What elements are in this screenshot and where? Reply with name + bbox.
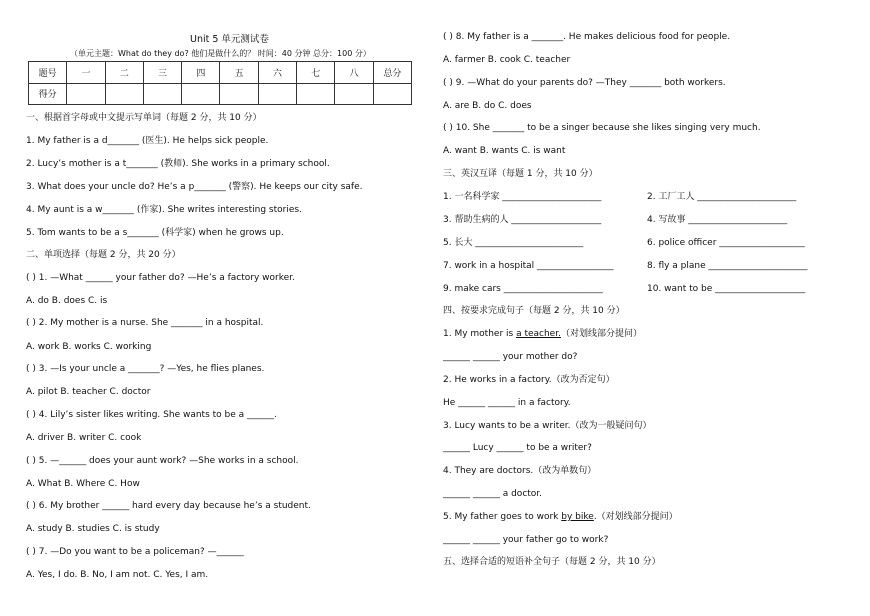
text-segment: 5. My father goes to work bbox=[443, 512, 562, 522]
score-table-header-row bbox=[29, 62, 412, 84]
section-title: 一、根据首字母或中文提示写单词（每题 2 分，共 10 分） bbox=[26, 113, 262, 123]
score-table bbox=[28, 61, 412, 105]
question-item: ( ) 5. —______ does your aunt work? —She works in a school. bbox=[26, 456, 299, 466]
options-line: A. work B. works C. working bbox=[26, 342, 152, 352]
text-segment: 1. My mother is bbox=[443, 329, 517, 339]
score-entry-cell[interactable] bbox=[67, 83, 105, 105]
table-cell: 四 bbox=[182, 62, 220, 84]
translation-item: 10. want to be ____________________ bbox=[647, 284, 806, 294]
translation-item: 2. 工厂工人 ______________________ bbox=[647, 192, 797, 202]
options-line: A. Yes, I do. B. No, I am not. C. Yes, I am. bbox=[26, 570, 209, 580]
table-cell: 七 bbox=[297, 62, 335, 84]
score-entry-cell[interactable] bbox=[335, 83, 373, 105]
table-cell: 二 bbox=[105, 62, 143, 84]
score-entry-cell[interactable] bbox=[373, 83, 411, 105]
options-line: A. do B. does C. is bbox=[26, 296, 108, 306]
question-item: ( ) 4. Lily’s sister likes writing. She wants to be a ______. bbox=[26, 410, 277, 420]
question-item: 4. They are doctors.（改为单数句） bbox=[443, 466, 597, 476]
options-line: A. driver B. writer C. cook bbox=[26, 433, 142, 443]
question-item: 4. My aunt is a w_______ (作家). She writes interesting stories. bbox=[26, 205, 302, 215]
answer-line: ______ ______ your father go to work? bbox=[443, 535, 609, 545]
section-title: 三、英汉互译（每题 1 分，共 10 分） bbox=[443, 169, 598, 179]
translation-item: 6. police officer ___________________ bbox=[647, 238, 805, 248]
question-item: ( ) 2. My mother is a nurse. She _______ in a hospital. bbox=[26, 318, 264, 328]
score-entry-cell[interactable] bbox=[220, 83, 258, 105]
options-line: A. farmer B. cook C. teacher bbox=[443, 55, 571, 65]
table-cell: 总分 bbox=[373, 62, 411, 84]
options-line: A. What B. Where C. How bbox=[26, 479, 140, 489]
text-segment: .（对划线部分提问） bbox=[593, 512, 678, 522]
score-entry-cell[interactable] bbox=[182, 83, 220, 105]
answer-line: ______ ______ your mother do? bbox=[443, 352, 578, 362]
options-line: A. study B. studies C. is study bbox=[26, 524, 160, 534]
score-entry-cell[interactable] bbox=[297, 83, 335, 105]
translation-item: 5. 长大 ________________________ bbox=[443, 238, 584, 248]
question-item: ( ) 1. —What ______ your father do? —He’s a factory worker. bbox=[26, 273, 295, 283]
question-item: ( ) 6. My brother ______ hard every day because he’s a student. bbox=[26, 501, 311, 511]
answer-line: ______ Lucy ______ to be a writer? bbox=[443, 443, 592, 453]
score-table-score-row bbox=[29, 83, 412, 105]
section-title: 二、单项选择（每题 2 分，共 20 分） bbox=[26, 250, 181, 260]
table-cell: 六 bbox=[258, 62, 296, 84]
question-item: ( ) 10. She _______ to be a singer because she likes singing very much. bbox=[443, 123, 761, 133]
table-cell: 题号 bbox=[29, 62, 67, 84]
page-subtitle: （单元主题：What do they do? 他们是做什么的？ 时间：40 分钟 总分：100 分） bbox=[70, 49, 371, 58]
score-entry-cell[interactable] bbox=[105, 83, 143, 105]
translation-item: 8. fly a plane ______________________ bbox=[647, 261, 808, 271]
table-cell: 八 bbox=[335, 62, 373, 84]
underlined-text: by bike bbox=[561, 512, 594, 522]
answer-line: ______ ______ a doctor. bbox=[443, 489, 543, 499]
underlined-text: a teacher. bbox=[516, 329, 561, 339]
question-item bbox=[443, 512, 678, 523]
translation-item: 7. work in a hospital _________________ bbox=[443, 261, 614, 271]
page-title: Unit 5 单元测试卷 bbox=[190, 34, 269, 45]
table-cell: 三 bbox=[143, 62, 181, 84]
question-item: 5. Tom wants to be a s_______ (科学家) when he grows up. bbox=[26, 228, 284, 238]
table-cell: 一 bbox=[67, 62, 105, 84]
text-segment: （对划线部分提问） bbox=[560, 329, 642, 339]
translation-item: 3. 帮助生病的人 ____________________ bbox=[443, 215, 602, 225]
question-item: 2. He works in a factory.（改为否定句） bbox=[443, 375, 615, 385]
question-item: 2. Lucy’s mother is a t_______ (教师). She works in a primary school. bbox=[26, 159, 330, 169]
score-entry-cell[interactable] bbox=[258, 83, 296, 105]
question-item: ( ) 7. —Do you want to be a policeman? —______ bbox=[26, 547, 244, 557]
score-entry-cell[interactable] bbox=[143, 83, 181, 105]
translation-item: 1. 一名科学家 ______________________ bbox=[443, 192, 602, 202]
table-cell: 得分 bbox=[29, 83, 67, 105]
question-item: ( ) 8. My father is a _______. He makes delicious food for people. bbox=[443, 32, 731, 42]
section-title: 四、按要求完成句子（每题 2 分，共 10 分） bbox=[443, 306, 625, 316]
translation-item: 9. make cars ______________________ bbox=[443, 284, 603, 294]
section-title: 五、选择合适的短语补全句子（每题 2 分，共 10 分） bbox=[443, 557, 661, 567]
question-item: 3. Lucy wants to be a writer.（改为一般疑问句） bbox=[443, 421, 652, 431]
options-line: A. want B. wants C. is want bbox=[443, 146, 566, 156]
question-item: ( ) 3. —Is your uncle a _______? —Yes, he flies planes. bbox=[26, 364, 265, 374]
question-item bbox=[443, 329, 642, 340]
question-item: 1. My father is a d_______ (医生). He helps sick people. bbox=[26, 136, 269, 146]
answer-line: He ______ ______ in a factory. bbox=[443, 398, 571, 408]
question-item: ( ) 9. —What do your parents do? —They _______ both workers. bbox=[443, 78, 726, 88]
translation-item: 4. 写故事 ______________________ bbox=[647, 215, 788, 225]
options-line: A. pilot B. teacher C. doctor bbox=[26, 387, 151, 397]
question-item: 3. What does your uncle do? He’s a p_______ (警察). He keeps our city safe. bbox=[26, 182, 363, 192]
options-line: A. are B. do C. does bbox=[443, 101, 532, 111]
table-cell: 五 bbox=[220, 62, 258, 84]
